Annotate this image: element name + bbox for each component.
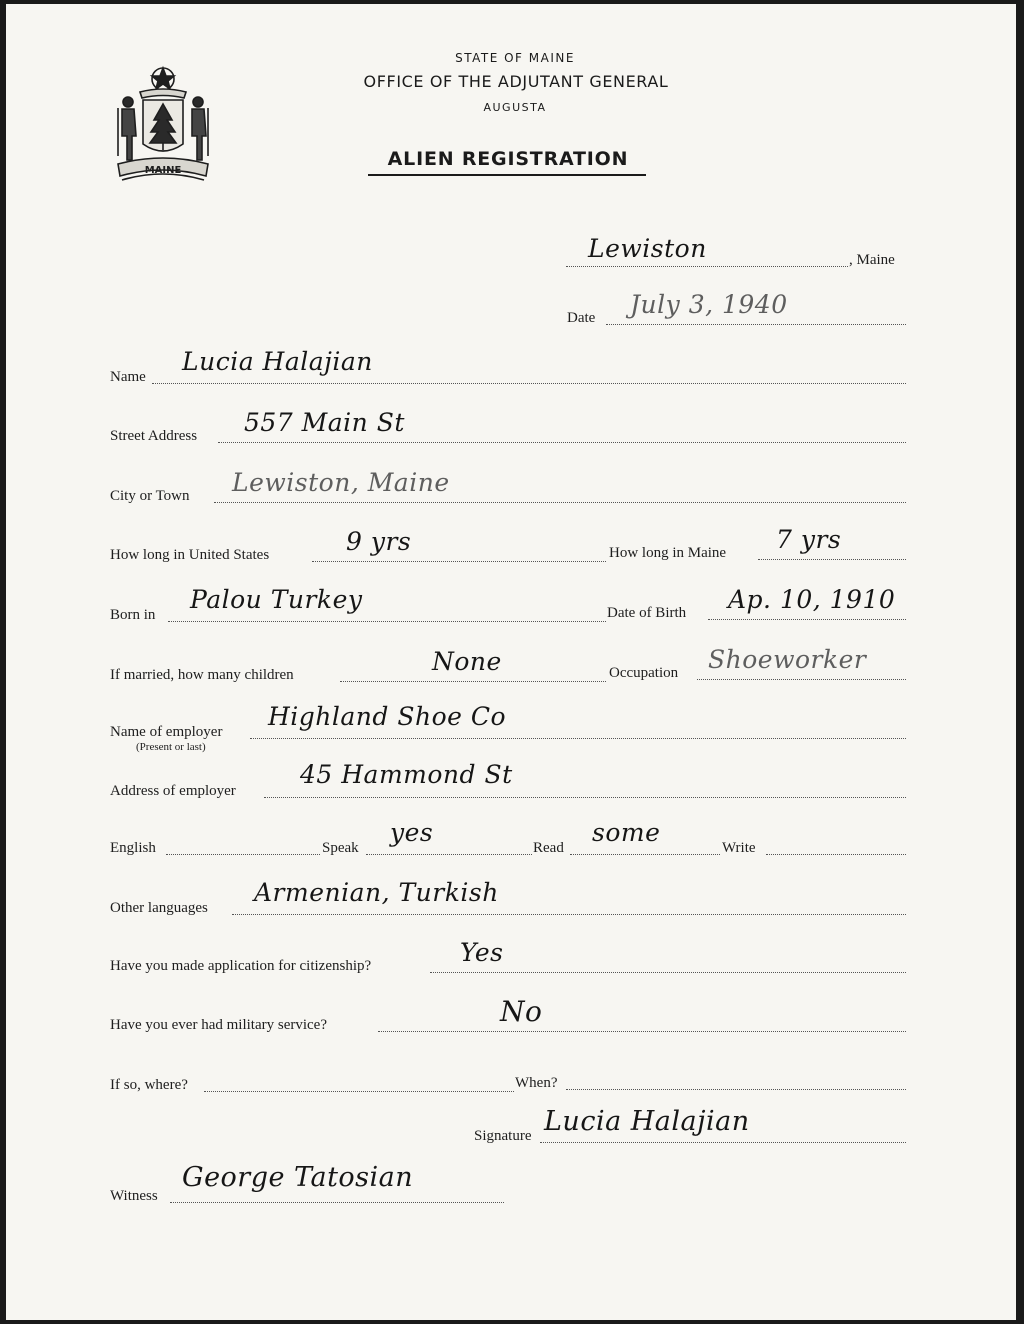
read-line	[570, 854, 720, 855]
city-value: Lewiston, Maine	[232, 468, 450, 497]
office-heading: OFFICE OF THE ADJUTANT GENERAL	[363, 72, 669, 91]
other-languages-value: Armenian, Turkish	[254, 878, 499, 907]
born-in-line	[168, 621, 606, 622]
date-value: July 3, 1940	[630, 290, 788, 319]
street-value: 557 Main St	[244, 408, 405, 437]
speak-value: yes	[390, 818, 434, 847]
employer-address-value: 45 Hammond St	[300, 760, 513, 789]
signature-line	[540, 1142, 906, 1143]
military-line	[378, 1031, 906, 1032]
how-long-us-label: How long in United States	[110, 547, 270, 563]
when-line	[566, 1089, 906, 1090]
place-value: Lewiston	[588, 234, 707, 263]
employer-address-line	[264, 797, 906, 798]
children-value: None	[432, 647, 502, 676]
employer-line	[250, 738, 906, 739]
place-line	[566, 266, 848, 267]
how-long-maine-line	[758, 559, 906, 560]
name-line	[152, 383, 906, 384]
signature-label: Signature	[474, 1128, 532, 1144]
military-label: Have you ever had military service?	[110, 1017, 327, 1033]
write-label: Write	[722, 840, 756, 856]
how-long-us-line	[312, 561, 606, 562]
speak-line	[366, 854, 532, 855]
name-value: Lucia Halajian	[182, 347, 373, 376]
employer-value: Highland Shoe Co	[268, 702, 507, 731]
title-underline	[368, 174, 646, 176]
street-line	[218, 442, 906, 443]
military-value: No	[500, 995, 543, 1028]
occupation-line	[697, 679, 906, 680]
born-in-value: Palou Turkey	[190, 585, 363, 614]
how-long-us-value: 9 yrs	[346, 527, 412, 556]
seal-text: MAINE	[144, 165, 182, 176]
date-label: Date	[567, 310, 596, 326]
city-label: City or Town	[110, 488, 190, 504]
witness-value: George Tatosian	[182, 1162, 414, 1193]
other-languages-label: Other languages	[110, 900, 208, 916]
other-languages-line	[232, 914, 906, 915]
name-label: Name	[110, 369, 146, 385]
street-label: Street Address	[110, 428, 198, 444]
maine-suffix-label: , Maine	[849, 252, 895, 268]
state-heading: STATE OF MAINE	[455, 51, 575, 65]
when-label: When?	[515, 1075, 558, 1091]
witness-label: Witness	[110, 1188, 158, 1204]
city-line	[214, 502, 906, 503]
write-line	[766, 854, 906, 855]
date-of-birth-label: Date of Birth	[607, 605, 687, 621]
citizenship-line	[430, 972, 906, 973]
date-of-birth-value: Ap. 10, 1910	[728, 585, 896, 614]
if-so-where-label: If so, where?	[110, 1077, 188, 1093]
children-label: If married, how many children	[110, 667, 294, 683]
if-so-where-line	[204, 1091, 514, 1092]
employer-note: (Present or last)	[136, 741, 206, 753]
read-label: Read	[533, 840, 564, 856]
english-label: English	[110, 840, 156, 856]
children-line	[340, 681, 606, 682]
born-in-label: Born in	[110, 607, 156, 623]
occupation-label: Occupation	[609, 665, 679, 681]
employer-label: Name of employer	[110, 724, 223, 740]
form-title: ALIEN REGISTRATION	[387, 148, 629, 170]
citizenship-value: Yes	[460, 938, 504, 967]
speak-label: Speak	[322, 840, 359, 856]
city-heading: AUGUSTA	[483, 101, 547, 114]
date-of-birth-line	[708, 619, 906, 620]
occupation-value: Shoeworker	[708, 645, 867, 674]
signature-value: Lucia Halajian	[544, 1106, 750, 1137]
read-value: some	[592, 818, 661, 847]
witness-line	[170, 1202, 504, 1203]
date-line	[606, 324, 906, 325]
employer-address-label: Address of employer	[110, 783, 236, 799]
how-long-maine-value: 7 yrs	[776, 525, 842, 554]
how-long-maine-label: How long in Maine	[609, 545, 727, 561]
citizenship-label: Have you made application for citizenship?	[110, 958, 372, 974]
english-line	[166, 854, 320, 855]
